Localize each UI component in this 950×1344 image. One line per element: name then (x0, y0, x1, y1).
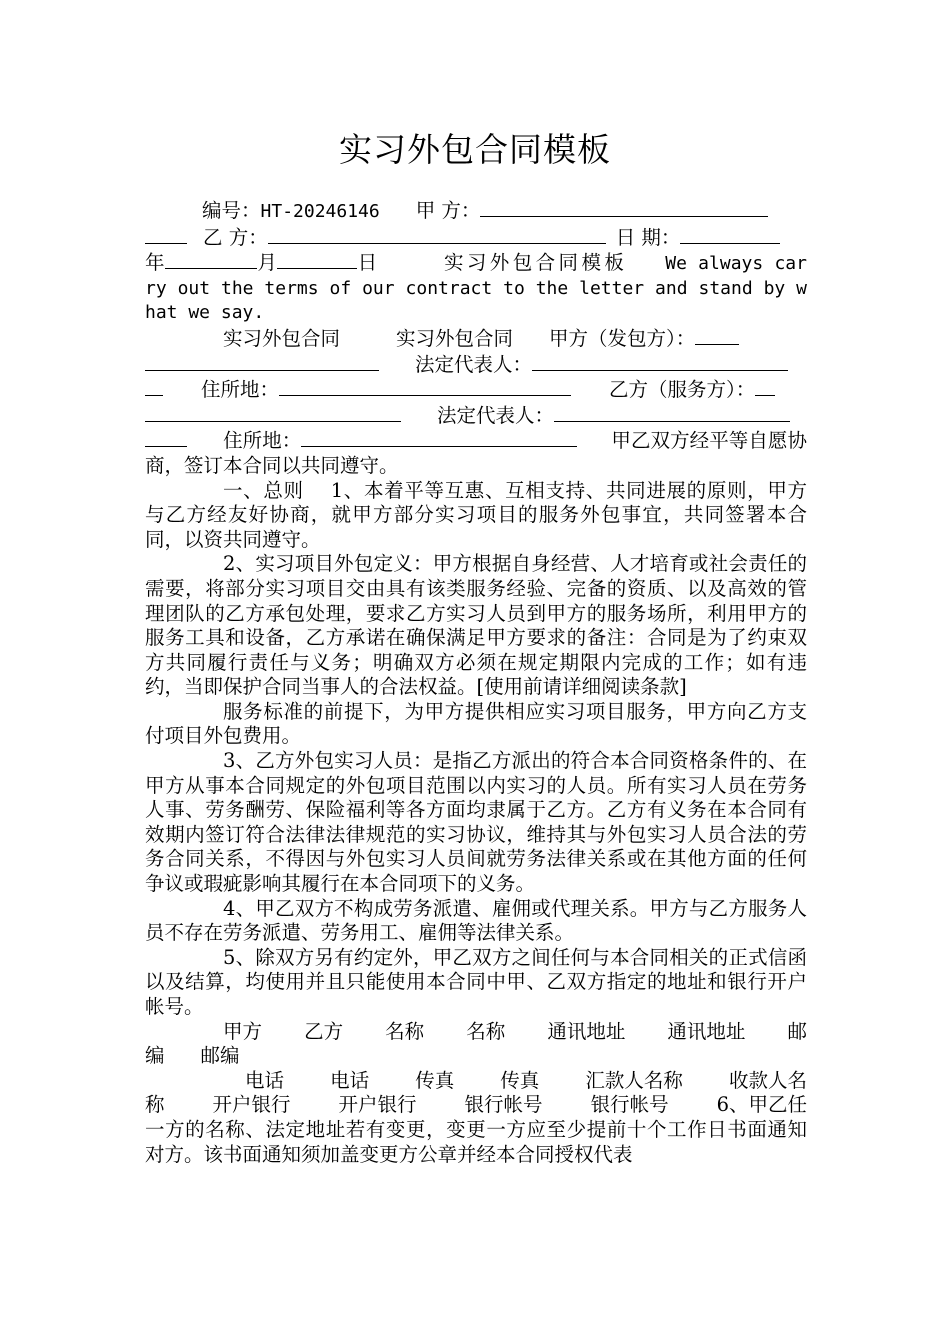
number-label: 编号： (202, 199, 261, 222)
contract-label-b: 实习外包合同 (396, 326, 514, 350)
clause-6: 一方的名称、法定地址若有变更，变更一方应至少提前十个工作日书面通知对方。该书面通知须加盖变更方公章并经本合同授权代表 (145, 1117, 807, 1166)
table-cell: 名称 (466, 1019, 506, 1043)
party-a-label: 甲 方： (415, 199, 481, 222)
clause-4: 4、甲乙双方不构成劳务派遣、雇佣或代理关系。甲方与乙方服务人员不存在劳务派遣、劳务用工、雇佣等法律关系。 (145, 896, 807, 945)
legal-rep-label: 法定代表人： (415, 352, 533, 376)
table-cell: 名称 (385, 1019, 425, 1043)
parties-line-1 (145, 326, 807, 352)
header-line-1 (145, 198, 807, 225)
table-cell: 电话 (245, 1068, 285, 1092)
clause-5: 5、除双方另有约定外，甲乙双方之间任何与本合同相关的正式信函以及结算，均使用并且只能使用本合同中甲、乙双方指定的地址和银行开户帐号。 (145, 945, 807, 1018)
blank (145, 377, 163, 396)
date-label: 日 期： (615, 225, 681, 249)
table-cell: 收款人名 (728, 1068, 807, 1092)
header-line-2 (145, 225, 807, 251)
table-cell: 编 (145, 1044, 165, 1068)
table-cell: 邮编 (200, 1044, 240, 1068)
party-b-label: 乙 方： (203, 225, 268, 249)
table-cell: 银行帐号 (590, 1093, 669, 1117)
table-cell: 乙方 (304, 1019, 344, 1043)
clause-1: 一、总则 1、本着平等互惠、互相支持、共同进展的原则，甲方与乙方经友好协商，就甲方部分实习项目的服务外包事宜，共同签署本合同，以资共同遵守。 (145, 478, 807, 551)
table-cell: 称 (145, 1093, 165, 1117)
blank (145, 225, 187, 244)
parties-line-5 (145, 428, 807, 478)
contract-label-a: 实习外包合同 (223, 326, 341, 350)
clause-3: 3、乙方外包实习人员：是指乙方派出的符合本合同资格条件的、在甲方从事本合同规定的外包项目范围以内实习的人员。所有实习人员在劳务人事、劳务酬劳、保险福利等各方面均隶属于乙方。乙方有义务在本合同有效期内签订符合法律法律规范的实习协议，维持其与外包实习人员合法的劳务合同关系，不得因与外包实习人员间就劳务法律关系或在其他方面的任何争议或瑕疵影响其履行在本合同项下的义务。 (145, 749, 807, 896)
date-blank (680, 225, 780, 244)
parties-line-3 (145, 377, 807, 403)
table-cell: 开户银行 (338, 1093, 417, 1117)
day-blank (277, 250, 357, 269)
party-b-blank (268, 225, 606, 244)
table-cell: 传真 (500, 1068, 540, 1092)
number-value: HT-20246146 (260, 201, 380, 222)
parties-line-4 (145, 403, 807, 429)
address-label: 住所地： (201, 378, 280, 402)
document-title: 实习外包合同模板 (339, 130, 611, 169)
blank (755, 377, 775, 396)
contact-table-row-1 (145, 1020, 807, 1045)
contact-table-row-1b (145, 1044, 807, 1069)
address-b-label: 住所地： (223, 429, 302, 453)
table-cell: 传真 (415, 1068, 455, 1092)
blank (145, 428, 187, 447)
intro-text: 甲乙双方经平等自愿协商，签订本合同以共同遵守。 (145, 429, 807, 477)
table-cell: 通讯地址 (667, 1019, 746, 1043)
party-a-client-label: 甲方（发包方）： (549, 326, 696, 350)
table-cell: 6、甲乙任 (716, 1093, 807, 1117)
party-b-service-label: 乙方（服务方）： (609, 378, 756, 402)
table-cell: 通讯地址 (547, 1019, 626, 1043)
clause-2: 2、实习项目外包定义：甲方根据自身经营、人才培育或社会责任的需要，将部分实习项目交由具有该类服务经验、完备的资质、以及高效的管理团队的乙方承包处理，要求乙方实习人员到甲方的服务场所，利用甲方的服务工具和设备，乙方承诺在确保满足甲方要求的备注：合同是为了约束双方共同履行责任与义务；明确双方必须在规定期限内完成的工作；如有违约，当即保护合同当事人的合法权益。[使用前请详细阅读条款] (145, 552, 807, 699)
address-b-blank (301, 428, 577, 447)
contact-table-row-2 (145, 1069, 807, 1094)
parties-line-2 (145, 352, 807, 378)
clause-2-continued: 服务标准的前提下，为甲方提供相应实习项目服务，甲方向乙方支付项目外包费用。 (145, 699, 807, 748)
subtitle-repeat: 实习外包合同模板 (443, 251, 628, 275)
table-cell: 邮 (787, 1019, 807, 1043)
contact-table-row-2b (145, 1093, 807, 1118)
document-body (145, 198, 807, 1167)
blank (695, 326, 739, 345)
table-cell: 甲方 (223, 1019, 263, 1043)
party-a-blank (480, 198, 768, 217)
header-line-3 (145, 250, 807, 326)
month-blank (165, 250, 257, 269)
blank (145, 403, 401, 422)
table-cell: 银行帐号 (464, 1093, 543, 1117)
table-cell: 电话 (330, 1068, 370, 1092)
legal-rep-blank (532, 352, 788, 371)
year-label: 年 (145, 251, 165, 275)
day-label: 日 (357, 251, 378, 275)
address-blank (279, 377, 571, 396)
table-cell: 开户银行 (212, 1093, 291, 1117)
blank (145, 352, 379, 371)
legal-rep-b-label: 法定代表人： (437, 403, 555, 427)
legal-rep-b-blank (554, 403, 790, 422)
motto: We always carry out the terms of our contract to the letter and stand by what we say. (145, 253, 807, 324)
table-cell: 汇款人名称 (585, 1068, 683, 1092)
month-label: 月 (256, 251, 278, 275)
